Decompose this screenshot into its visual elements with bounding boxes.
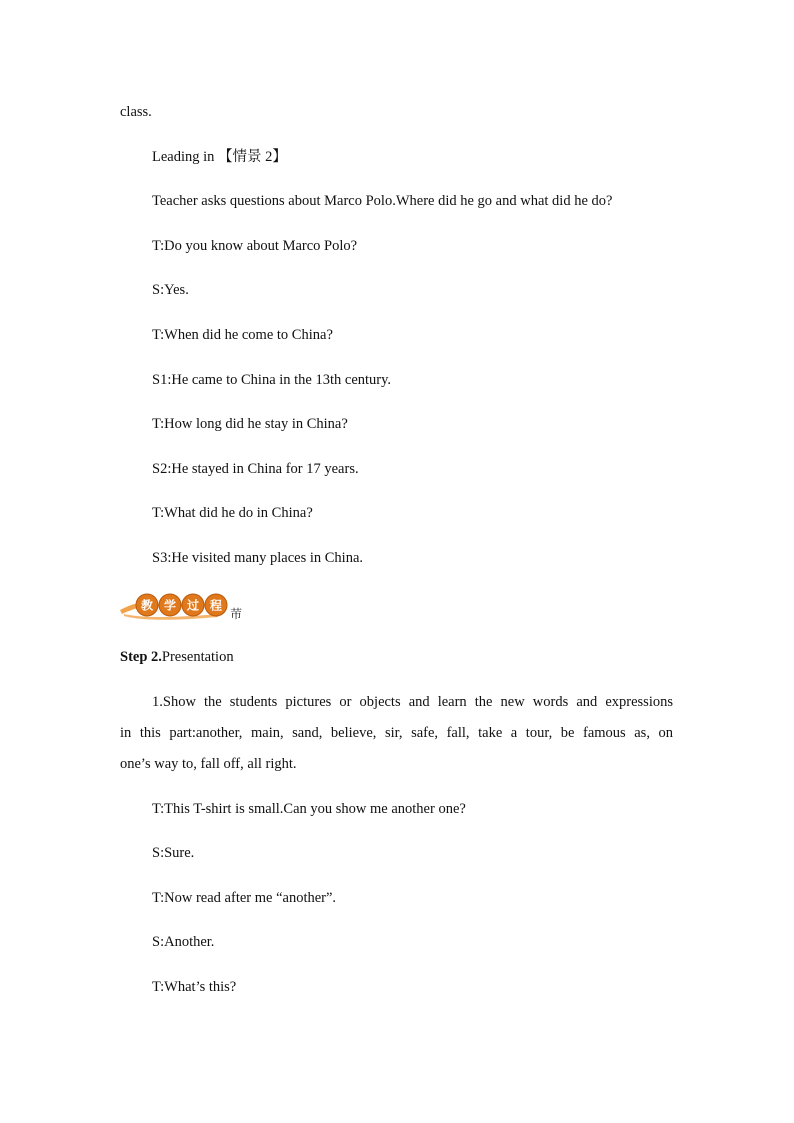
- dialogue-line: T:What’s this?: [152, 979, 237, 995]
- dialogue-line: T:Do you know about Marco Polo?: [152, 238, 358, 254]
- dialogue-line: S2:He stayed in China for 17 years.: [152, 461, 359, 477]
- dialogue-line: T:Now read after me “another”.: [152, 890, 337, 906]
- step-title: Presentation: [161, 649, 234, 665]
- banner-char: 程: [209, 598, 223, 613]
- banner-char: 教: [140, 598, 154, 613]
- teaching-process-banner: [118, 590, 248, 626]
- paragraph-line: 1.Show the students pictures or objects and learn the new words and expressions: [152, 694, 673, 710]
- dialogue-line: S:Yes.: [152, 282, 189, 298]
- banner-char: 学: [163, 598, 177, 613]
- dialogue-line: S:Sure.: [152, 845, 195, 861]
- banner-char: 过: [186, 598, 200, 613]
- dialogue-line: T:When did he come to China?: [152, 327, 333, 343]
- paragraph-line: in this part:another, main, sand, believe, sir, safe, fall, take a tour, be famous as, on: [120, 725, 673, 741]
- banner-graphic: [118, 590, 248, 626]
- dialogue-line: S1:He came to China in the 13th century.: [152, 372, 392, 388]
- banner-suffix: 䒥: [230, 607, 243, 621]
- leading-in-heading: Leading in 【情景 2】: [152, 149, 287, 165]
- paragraph-line: one’s way to, fall off, all right.: [120, 756, 297, 772]
- dialogue-line: T:This T-shirt is small.Can you show me another one?: [152, 801, 466, 817]
- text-line: Teacher asks questions about Marco Polo.Where did he go and what did he do?: [152, 193, 613, 209]
- dialogue-line: S:Another.: [152, 934, 215, 950]
- dialogue-line: S3:He visited many places in China.: [152, 550, 364, 566]
- dialogue-line: T:How long did he stay in China?: [152, 416, 348, 432]
- text-line: class.: [120, 104, 152, 120]
- step-number: Step 2.: [120, 649, 162, 665]
- step-heading: [120, 647, 234, 667]
- dialogue-line: T:What did he do in China?: [152, 505, 313, 521]
